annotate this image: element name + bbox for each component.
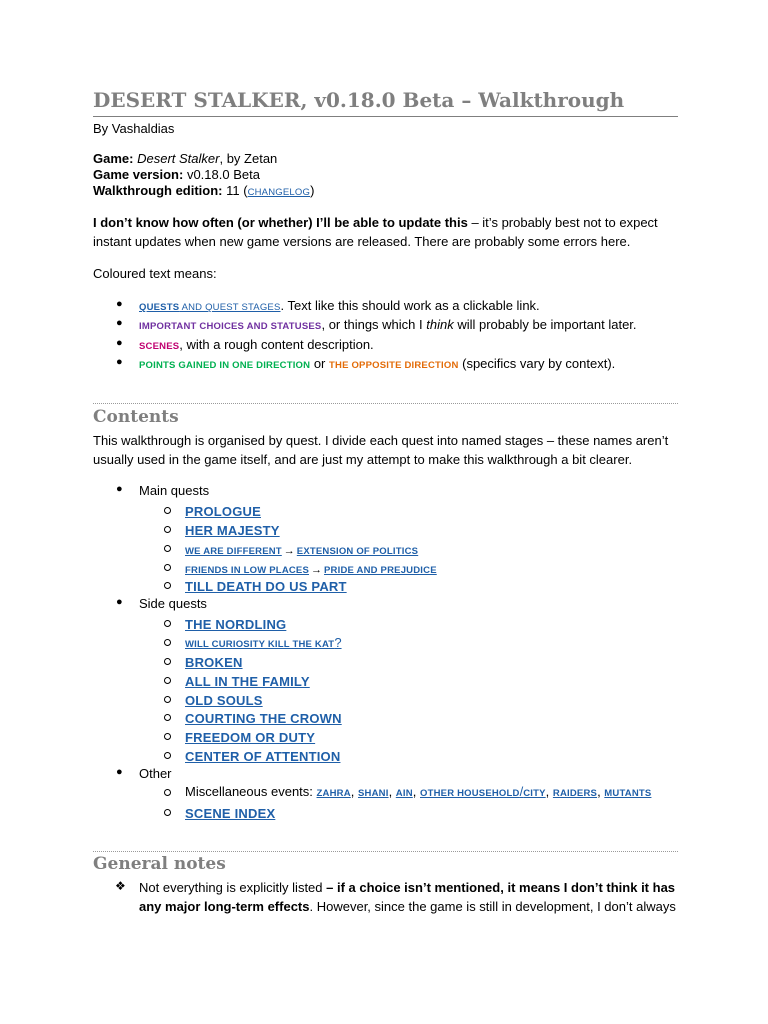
changelog-link[interactable]: CHANGELOG bbox=[247, 187, 311, 198]
meta-game: Game: Desert Stalker, by Zetan bbox=[93, 151, 278, 166]
legend-item-important: IMPORTANT CHOICES AND STATUSES, or things which I think will probably be important later. bbox=[139, 317, 637, 332]
link-zahra[interactable]: ZAHRA bbox=[316, 788, 351, 799]
friends-row bbox=[185, 560, 437, 579]
link-all-in-the-family[interactable]: ALL IN THE FAMILY bbox=[185, 674, 310, 689]
circle-bullet-icon bbox=[164, 639, 171, 646]
circle-bullet-icon bbox=[164, 752, 171, 759]
link-freedom-or-duty[interactable]: FREEDOM OR DUTY bbox=[185, 730, 316, 745]
legend-item-scenes: SCENES, with a rough content description. bbox=[139, 337, 374, 352]
contents-heading: Contents bbox=[93, 407, 179, 427]
bullet-icon: ● bbox=[116, 483, 123, 495]
circle-bullet-icon bbox=[164, 564, 171, 571]
circle-bullet-icon bbox=[164, 733, 171, 740]
misc-events-row: Miscellaneous events: ZAHRA, SHANI, AIN, OTHER HOUSEHOLD/CITY, RAIDERS, MUTANTS bbox=[185, 784, 652, 799]
we-are-different-row bbox=[185, 541, 418, 560]
link-courting-the-crown[interactable]: COURTING THE CROWN bbox=[185, 711, 342, 726]
link-her-majesty[interactable]: HER MAJESTY bbox=[185, 523, 280, 538]
link-extension-of-politics[interactable]: EXTENSION OF POLITICS bbox=[296, 546, 419, 557]
link-other-household[interactable]: OTHER HOUSEHOLD/CITY bbox=[420, 784, 546, 799]
link-broken[interactable]: BROKEN bbox=[185, 655, 243, 670]
link-friends-in-low-places[interactable]: FRIENDS IN LOW PLACES bbox=[185, 565, 310, 576]
bullet-icon: ● bbox=[116, 596, 123, 608]
circle-bullet-icon bbox=[164, 809, 171, 816]
circle-bullet-icon bbox=[164, 545, 171, 552]
link-till-death[interactable]: TILL DEATH DO US PART bbox=[185, 579, 347, 594]
legend-heading: Coloured text means: bbox=[93, 266, 217, 281]
diamond-bullet-icon: ❖ bbox=[115, 879, 126, 893]
link-ain[interactable]: AIN bbox=[395, 788, 413, 799]
arrow-right-icon: → bbox=[311, 564, 323, 576]
circle-bullet-icon bbox=[164, 658, 171, 665]
quests-link[interactable]: QUESTS bbox=[139, 302, 180, 313]
link-we-are-different[interactable]: WE ARE DIFFERENT bbox=[185, 546, 282, 557]
other-label: Other bbox=[139, 766, 172, 781]
circle-bullet-icon bbox=[164, 789, 171, 796]
circle-bullet-icon bbox=[164, 696, 171, 703]
main-quests-label: Main quests bbox=[139, 483, 210, 498]
circle-bullet-icon bbox=[164, 582, 171, 589]
contents-intro: This walkthrough is organised by quest. I divide each quest into named stages – these names aren’t usually used in the game itself, and are just my attempt to make this walkthrough a bit clearer. bbox=[93, 433, 669, 467]
link-scene-index[interactable]: SCENE INDEX bbox=[185, 806, 276, 821]
link-curiosity[interactable]: WILL CURIOSITY KILL THE KAT? bbox=[185, 635, 342, 650]
circle-bullet-icon bbox=[164, 714, 171, 721]
note-item-1: Not everything is explicitly listed – if a choice isn’t mentioned, it means I don’t think it has any major long-term effects. However, since the game is still in development, I don’t always bbox=[139, 880, 676, 914]
page-title: DESERT STALKER, v0.18.0 Beta – Walkthrough bbox=[93, 88, 678, 117]
section-divider bbox=[93, 851, 678, 852]
link-pride-and-prejudice[interactable]: PRIDE AND PREJUDICE bbox=[324, 565, 437, 576]
arrow-right-icon: → bbox=[283, 545, 295, 557]
section-divider bbox=[93, 403, 678, 404]
general-notes-heading: General notes bbox=[93, 854, 226, 874]
intro-paragraph: I don’t know how often (or whether) I’ll be able to update this – it’s probably best not to expect instant updates when new game versions are released. There are probably some errors here. bbox=[93, 215, 658, 249]
circle-bullet-icon bbox=[164, 677, 171, 684]
meta-edition: Walkthrough edition: 11 (CHANGELOG) bbox=[93, 183, 315, 198]
link-raiders[interactable]: RAIDERS bbox=[552, 788, 598, 799]
link-prologue[interactable]: PROLOGUE bbox=[185, 504, 261, 519]
legend-item-quests: QUESTS AND QUEST STAGES. Text like this should work as a clickable link. bbox=[139, 298, 540, 313]
link-old-souls[interactable]: OLD SOULS bbox=[185, 693, 263, 708]
byline: By Vashaldias bbox=[93, 121, 175, 136]
link-the-nordling[interactable]: THE NORDLING bbox=[185, 617, 287, 632]
circle-bullet-icon bbox=[164, 526, 171, 533]
bullet-icon: ● bbox=[116, 317, 123, 329]
bullet-icon: ● bbox=[116, 337, 123, 349]
bullet-icon: ● bbox=[116, 766, 123, 778]
bullet-icon: ● bbox=[116, 298, 123, 310]
link-center-of-attention[interactable]: CENTER OF ATTENTION bbox=[185, 749, 341, 764]
link-mutants[interactable]: MUTANTS bbox=[604, 788, 652, 799]
meta-version: Game version: v0.18.0 Beta bbox=[93, 167, 260, 182]
circle-bullet-icon bbox=[164, 507, 171, 514]
circle-bullet-icon bbox=[164, 620, 171, 627]
legend-item-points: POINTS GAINED IN ONE DIRECTION or THE OPPOSITE DIRECTION (specifics vary by context). bbox=[139, 356, 616, 371]
bullet-icon: ● bbox=[116, 356, 123, 368]
link-shani[interactable]: SHANI bbox=[358, 788, 389, 799]
side-quests-label: Side quests bbox=[139, 596, 207, 611]
quest-stages-link[interactable]: AND QUEST STAGES bbox=[179, 302, 281, 313]
